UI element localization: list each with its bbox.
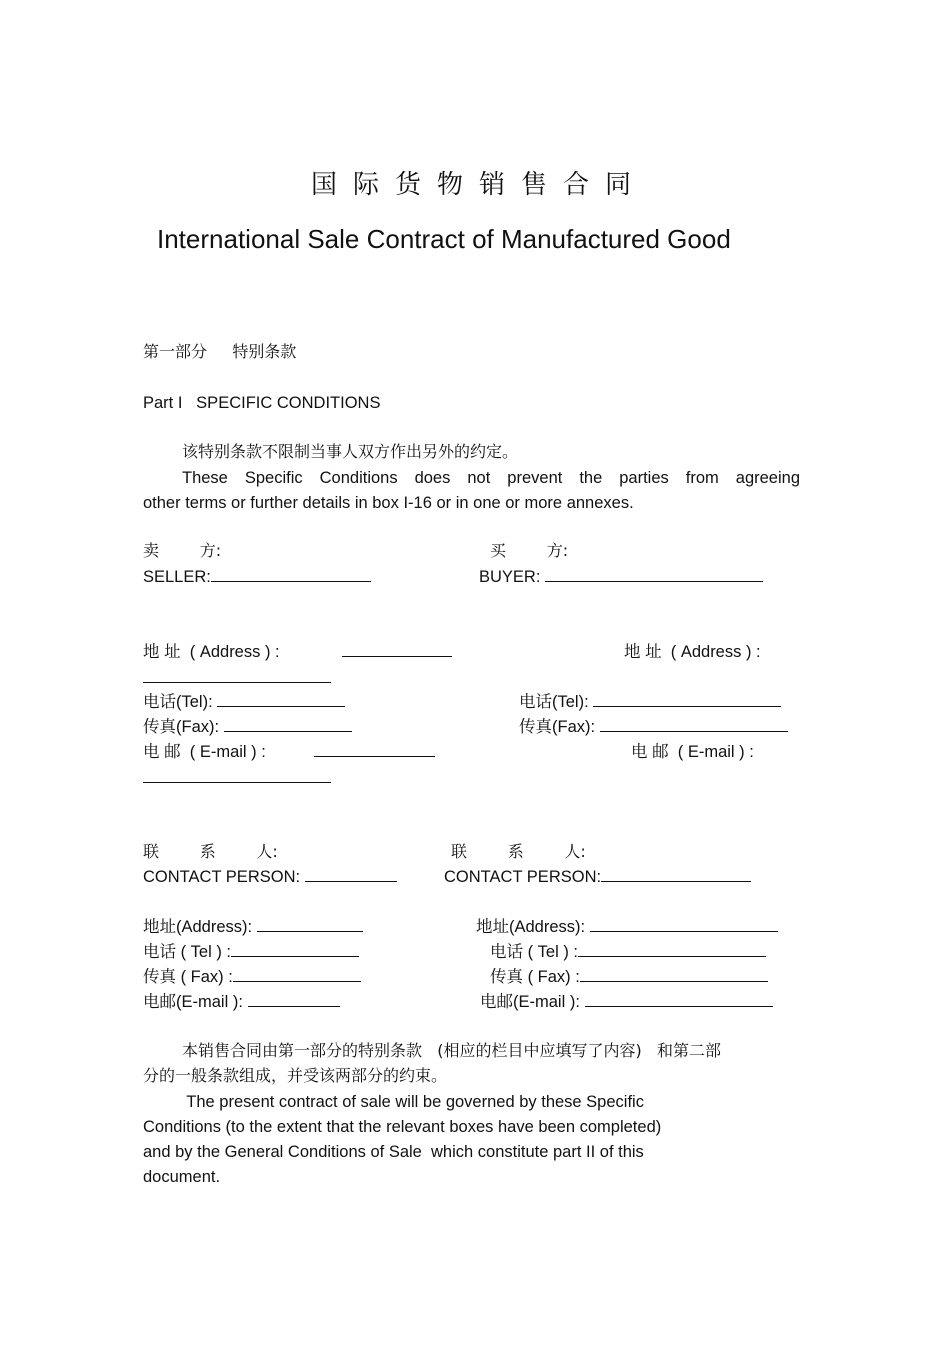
seller-address-blank-2[interactable] <box>143 670 331 687</box>
part-heading-en: Part I SPECIFIC CONDITIONS <box>143 394 381 412</box>
seller-label-zh: 卖 方: <box>143 541 222 560</box>
buyer-contact-email-label: 电邮(E-mail ): <box>480 993 580 1011</box>
seller-blank[interactable] <box>211 581 371 582</box>
seller-contact-field[interactable] <box>143 869 397 886</box>
seller-email-blank[interactable] <box>314 744 435 761</box>
buyer-contact-tel-blank[interactable] <box>578 956 766 957</box>
seller-tel-label: 电话(Tel): <box>143 693 213 711</box>
part-heading-zh: 第一部分 特别条款 <box>143 342 297 361</box>
buyer-fax-field[interactable] <box>519 719 788 736</box>
seller-fax-label: 传真(Fax): <box>143 718 220 736</box>
seller-contact-label: CONTACT PERSON: <box>143 868 301 886</box>
buyer-contact-address-label: 地址(Address): <box>476 918 586 936</box>
intro-text-en-line2: other terms or further details in box I-16 or in one or more annexes. <box>143 494 634 512</box>
seller-contact-fax-field[interactable] <box>143 969 361 986</box>
seller-email-label: 电 邮 ( E-mail ) : <box>143 743 266 761</box>
buyer-contact-label-zh: 联 系 人: <box>451 842 586 861</box>
buyer-fax-label: 传真(Fax): <box>519 718 596 736</box>
seller-contact-address-label: 地址(Address): <box>143 918 253 936</box>
seller-contact-label-zh: 联 系 人: <box>143 842 278 861</box>
closing-text-en-line3: and by the General Conditions of Sale which constitute part II of this <box>143 1143 644 1161</box>
buyer-contact-tel-label: 电话 ( Tel ) : <box>490 943 579 961</box>
buyer-contact-field[interactable] <box>444 869 751 886</box>
seller-fax-field[interactable] <box>143 719 352 736</box>
buyer-contact-label: CONTACT PERSON: <box>444 868 602 886</box>
buyer-address-label: 地 址 ( Address ) : <box>624 643 761 661</box>
buyer-email-label: 电 邮 ( E-mail ) : <box>631 743 754 761</box>
buyer-tel-field[interactable] <box>519 694 781 711</box>
buyer-contact-fax-field[interactable] <box>490 969 768 986</box>
buyer-contact-address-field[interactable] <box>476 919 778 936</box>
buyer-label: BUYER: <box>479 568 541 586</box>
buyer-label-zh: 买 方: <box>490 541 569 560</box>
seller-contact-fax-blank[interactable] <box>233 981 361 982</box>
buyer-contact-fax-blank[interactable] <box>580 981 768 982</box>
seller-contact-address-field[interactable] <box>143 919 363 936</box>
buyer-contact-address-blank[interactable] <box>590 931 778 932</box>
seller-contact-email-blank[interactable] <box>248 1006 340 1007</box>
buyer-contact-blank[interactable] <box>601 881 751 882</box>
closing-text-en-line4: document. <box>143 1168 221 1186</box>
buyer-contact-tel-field[interactable] <box>490 944 766 961</box>
seller-email-blank-2[interactable] <box>143 770 331 787</box>
seller-contact-tel-label: 电话 ( Tel ) : <box>143 943 232 961</box>
seller-tel-field[interactable] <box>143 694 345 711</box>
buyer-field[interactable] <box>479 569 763 586</box>
seller-contact-tel-field[interactable] <box>143 944 359 961</box>
buyer-tel-blank[interactable] <box>593 706 781 707</box>
seller-contact-blank[interactable] <box>305 881 397 882</box>
seller-address-label: 地 址 ( Address ) : <box>143 643 280 661</box>
buyer-contact-email-field[interactable] <box>480 994 773 1011</box>
closing-text-zh-line2: 分的一般条款组成，并受该两部分的约束。 <box>143 1066 448 1085</box>
seller-address-blank-1[interactable] <box>342 644 452 661</box>
seller-contact-email-label: 电邮(E-mail ): <box>143 993 243 1011</box>
intro-text-en-line1: These Specific Conditions does not prevent the parties from agreeing <box>182 469 800 487</box>
seller-field[interactable] <box>143 569 371 586</box>
closing-text-zh-line1: 本销售合同由第一部分的特别条款 (相应的栏目中应填写了内容) 和第二部 <box>182 1041 722 1060</box>
document-title-zh: 国际货物销售合同 <box>311 170 648 200</box>
seller-fax-blank[interactable] <box>224 731 352 732</box>
buyer-contact-email-blank[interactable] <box>585 1006 773 1007</box>
seller-contact-tel-blank[interactable] <box>231 956 359 957</box>
seller-label: SELLER: <box>143 568 211 586</box>
seller-contact-address-blank[interactable] <box>257 931 363 932</box>
closing-text-en-line2: Conditions (to the extent that the relevant boxes have been completed) <box>143 1118 662 1136</box>
document-title-en: International Sale Contract of Manufactured Good <box>157 224 731 254</box>
seller-tel-blank[interactable] <box>217 706 345 707</box>
buyer-contact-fax-label: 传真 ( Fax) : <box>490 968 580 986</box>
intro-text-zh: 该特别条款不限制当事人双方作出另外的约定。 <box>182 442 519 461</box>
seller-contact-fax-label: 传真 ( Fax) : <box>143 968 233 986</box>
closing-text-en-line1: The present contract of sale will be governed by these Specific <box>182 1093 644 1111</box>
seller-contact-email-field[interactable] <box>143 994 340 1011</box>
buyer-blank[interactable] <box>545 581 763 582</box>
buyer-fax-blank[interactable] <box>600 731 788 732</box>
buyer-tel-label: 电话(Tel): <box>519 693 589 711</box>
